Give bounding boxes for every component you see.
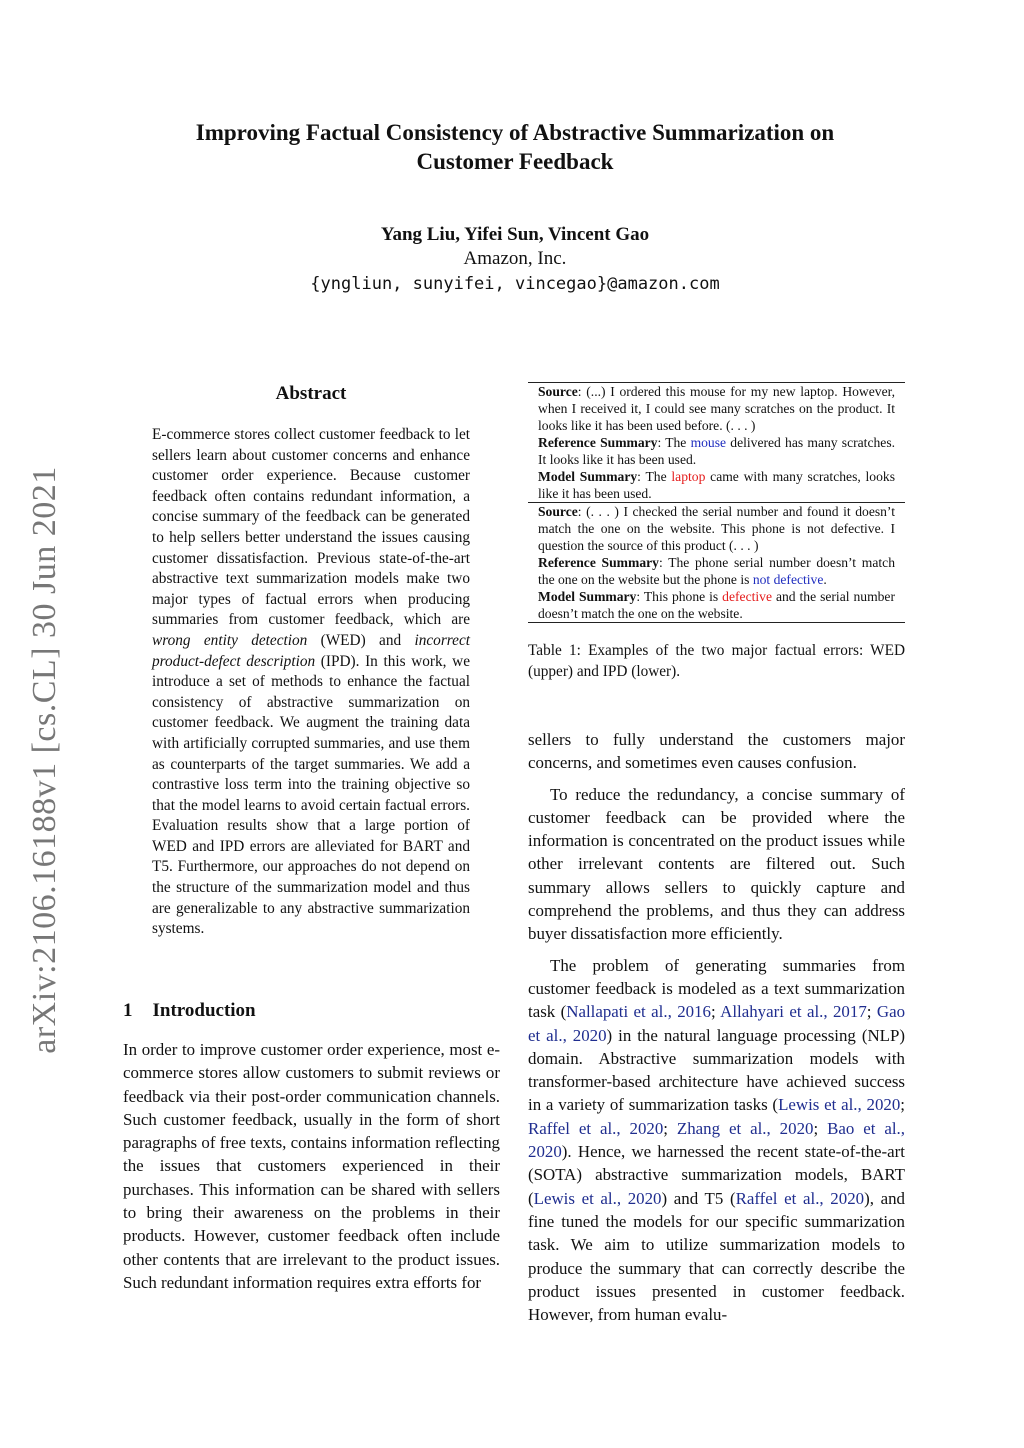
citation-lewis-2[interactable]: Lewis et al., 2020 bbox=[533, 1188, 662, 1208]
citation-nallapati[interactable]: Nallapati et al., 2016 bbox=[566, 1002, 711, 1022]
p3-text-b: ) in the natural language processing (NLP) domain. Abstractive summarization models with transformer-based architecture have achieved success in a variety of summarization tasks ( bbox=[528, 1025, 905, 1115]
arxiv-stamp bbox=[28, 460, 62, 1060]
citation-gao[interactable]: Gao et al., 2020 bbox=[528, 1002, 906, 1045]
examples-table bbox=[528, 382, 905, 623]
abstract-heading: Abstract bbox=[275, 383, 347, 404]
p3-text-d: ) and T5 ( bbox=[661, 1188, 736, 1208]
ex1-model-pre: : The bbox=[637, 469, 672, 484]
citation-zhang[interactable]: Zhang et al., 2020 bbox=[676, 1118, 814, 1138]
ex1-source-text: : (...) I ordered this mouse for my new laptop. However, when I received it, I could see many scratches on the product. It looks like it has been used before. (. . . ) bbox=[538, 384, 895, 433]
source-label: Source bbox=[538, 504, 578, 519]
ex2-ref-highlight: not defective bbox=[752, 572, 824, 587]
citation-sep: ; bbox=[813, 1118, 828, 1138]
section-heading-introduction bbox=[123, 1000, 256, 1022]
paragraph-continued: sellers to fully understand the customers major concerns, and sometimes even causes confusion. bbox=[528, 730, 905, 773]
author-list: Yang Liu, Yifei Sun, Vincent Gao bbox=[380, 224, 650, 245]
abstract-body bbox=[152, 425, 470, 940]
citation-lewis[interactable]: Lewis et al., 2020 bbox=[778, 1095, 901, 1115]
ex1-source bbox=[528, 383, 905, 434]
ex2-model-highlight: defective bbox=[722, 589, 772, 604]
citation-allahyari[interactable]: Allahyari et al., 2017 bbox=[720, 1002, 867, 1022]
ex2-reference bbox=[528, 554, 905, 588]
citation-bao[interactable]: Bao et al., 2020 bbox=[528, 1118, 905, 1162]
ex1-ref-post: delivered has many scratches. It looks like it has been used. bbox=[538, 435, 896, 467]
ex1-model-highlight: laptop bbox=[671, 469, 706, 484]
abstract-text-2: (IPD). In this work, we introduce a set of methods to enhance the factual consistency of abstractive summarization on customer feedback. We augment the training data with artificially corrupted summaries, and use them as counterparts of the target summaries. We add a contrastive loss term into the training objective so that the model learns to avoid certain factual errors. Evaluation results show that a large portion of WED and IPD errors are alleviated for BART and T5. Furthermore, our approaches do not depend on the structure of the summarization model and thus are generalizable to any abstractive summarization systems. bbox=[152, 652, 470, 938]
ex2-ref-pre: : The phone serial number doesn’t match the one on the website but the phone is bbox=[538, 555, 896, 587]
author-emails: {yngliun, sunyifei, vincegao}@amazon.com bbox=[310, 274, 720, 294]
ipd-term: incorrect product-defect description bbox=[152, 631, 470, 670]
p3-text-a: The problem of generating summaries from customer feedback is modeled as a text summarization task ( bbox=[528, 955, 905, 1022]
p3-text-e: ), and fine tuned the models for our specific summarization task. We aim to utilize summarization models to produce the summary that can correctly describe the product issues presented in customer feedback. However, from human evalu- bbox=[528, 1188, 905, 1325]
citation-raffel-2[interactable]: Raffel et al., 2020 bbox=[735, 1188, 865, 1208]
paper-title: Improving Factual Consistency of Abstractive Summarization on Customer Feedback bbox=[195, 120, 835, 174]
source-label: Source bbox=[538, 384, 578, 399]
reference-label: Reference Summary bbox=[538, 435, 658, 450]
ex1-ref-pre: : The bbox=[657, 435, 691, 450]
section-title: Introduction bbox=[152, 1000, 256, 1021]
table-caption: Table 1: Examples of the two major factual errors: WED (upper) and IPD (lower). bbox=[528, 642, 905, 680]
right-column-body bbox=[528, 728, 905, 1326]
reference-label: Reference Summary bbox=[538, 555, 659, 570]
ex2-ref-post: . bbox=[823, 572, 827, 587]
citation-raffel[interactable]: Raffel et al., 2020 bbox=[528, 1118, 664, 1138]
model-label: Model Summary bbox=[538, 589, 637, 604]
intro-paragraph-1: In order to improve customer order experience, most e-commerce stores allow customers to submit reviews or feedback via their post-order communication channels. Such customer feedback, usually in the form of short paragraphs of free texts, contains information reflecting the issues that customers experienced in their purchases. This information can be shared with sellers to bring their awareness on the problems in their products. However, customer feedback often include other contents that are irrelevant to the product issues. Such redundant information requires extra efforts for bbox=[123, 1040, 500, 1292]
ex1-ref-highlight: mouse bbox=[690, 435, 727, 450]
citation-sep: ; bbox=[866, 1002, 877, 1022]
intro-body bbox=[123, 1038, 500, 1294]
affiliation: Amazon, Inc. bbox=[463, 248, 567, 269]
ex1-model-post: came with many scratches, looks like it has been used. bbox=[538, 469, 895, 501]
ex2-model bbox=[528, 588, 905, 622]
paragraph-problem bbox=[528, 954, 905, 1327]
wed-abbr: (WED) and bbox=[307, 631, 415, 649]
model-label: Model Summary bbox=[538, 469, 638, 484]
citation-sep: ; bbox=[710, 1002, 721, 1022]
ex2-source bbox=[528, 503, 905, 554]
arxiv-stamp-text: arXiv:2106.16188v1 [cs.CL] 30 Jun 2021 bbox=[26, 466, 64, 1054]
citation-sep: ; bbox=[663, 1118, 677, 1138]
p3-text-c: ). Hence, we harnessed the recent state-of-the-art (SOTA) abstractive summarization models, BART ( bbox=[528, 1142, 905, 1208]
section-number: 1 bbox=[123, 1000, 133, 1021]
citation-sep: ; bbox=[900, 1095, 905, 1115]
ex1-model bbox=[528, 468, 905, 502]
ex2-model-post: and the serial number doesn’t match the one on the website. bbox=[538, 589, 895, 621]
paragraph-redundancy: To reduce the redundancy, a concise summary of customer feedback can be provided where the information is concentrated on the product issues while other irrelevant contents are filtered out. Such summary allows sellers to quickly capture and comprehend the problems, and thus they can address buyer dissatisfaction more efficiently. bbox=[528, 784, 905, 944]
ex2-source-text: : (. . . ) I checked the serial number and found it doesn’t match the one on the website. This phone is not defective. I question the source of this product (. . . ) bbox=[538, 504, 895, 553]
wed-term: wrong entity detection bbox=[152, 631, 308, 649]
ex2-model-pre: : This phone is bbox=[636, 589, 723, 604]
ex1-reference bbox=[528, 434, 905, 468]
abstract-text-1: E-commerce stores collect customer feedback to let sellers learn about customer concerns and enhance customer order experience. Because customer feedback often contains redundant information, a concise summary of the feedback can be generated to help sellers better understand the issues causing customer dissatisfaction. Previous state-of-the-art abstractive text summarization models make two major types of factual errors when producing summaries from customer feedback, which are bbox=[152, 426, 470, 629]
